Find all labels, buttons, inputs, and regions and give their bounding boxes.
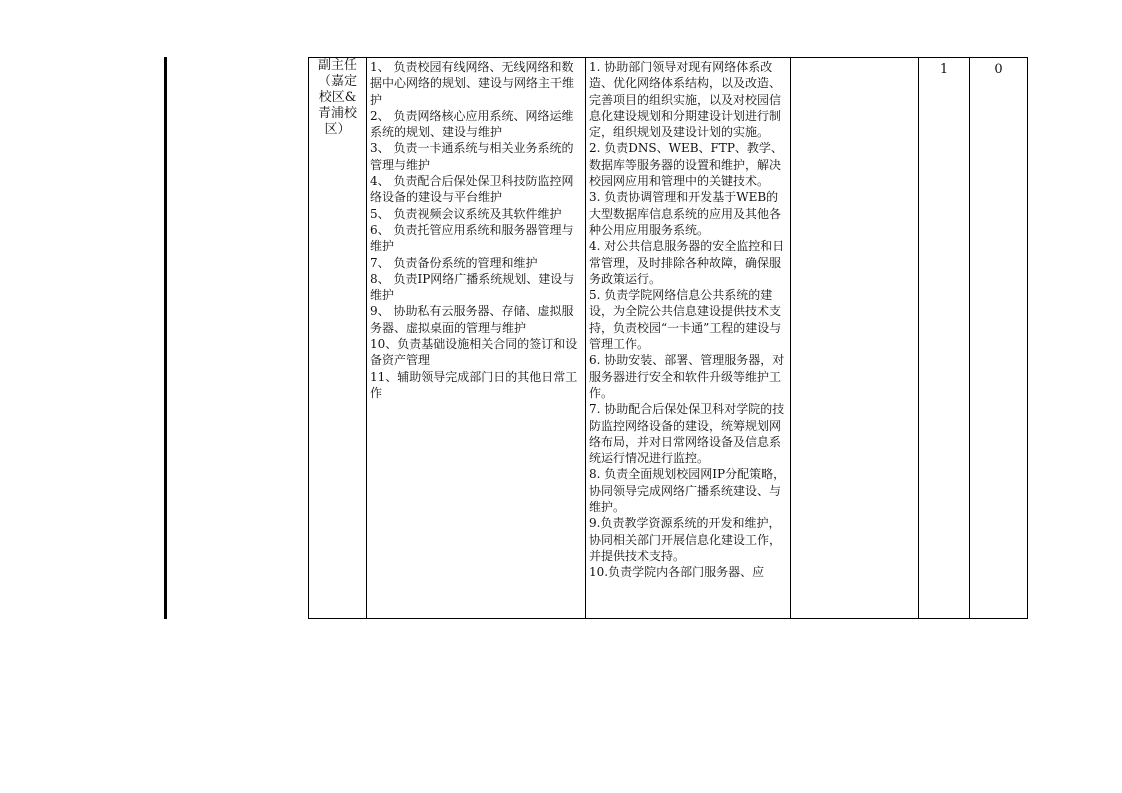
duty-item: 5、 负责视频会议系统及其软件维护 [370, 206, 562, 221]
count-a-value: 1 [939, 62, 949, 77]
requirement-item: 10.负责学院内各部门服务器、应 [589, 565, 765, 580]
duty-item: 7、 负责备份系统的管理和维护 [370, 255, 538, 270]
position-cell [309, 58, 367, 619]
duty-item: 4、 负责配合后保处保卫科技防监控网络设备的建设与平台维护 [370, 174, 574, 205]
duty-item: 2、 负责网络核心应用系统、网络运维系统的规划、建设与维护 [370, 108, 574, 140]
job-table [308, 57, 1028, 619]
duty-item: 8、 负责IP网络广播系统规划、建设与维护 [370, 271, 575, 303]
left-border-rule [164, 57, 167, 619]
count-a-cell [919, 58, 970, 619]
duty-item: 11、辅助领导完成部门日的其他日常工作 [370, 369, 578, 400]
duty-item: 9、 协助私有云服务器、存储、虚拟服务器、虚拟桌面的管理与维护 [370, 304, 574, 335]
requirement-item: 3. 负责协调管理和开发基于WEB的大型数据库信息系统的应用及其他各种公用应用服务系统。 [589, 190, 782, 237]
table-row [309, 58, 1028, 619]
requirement-item: 2. 负责DNS、WEB、FTP、教学、数据库等服务器的设置和维护，解决校园网应用和管理中的关键技术。 [589, 141, 783, 189]
requirement-item: 6. 协助安装、部署、管理服务器，对服务器进行安全和软件升级等维护工作。 [589, 353, 785, 400]
requirements-list [586, 58, 790, 581]
requirement-item: 4. 对公共信息服务器的安全监控和日常管理，及时排除各种故障，确保服务政策运行。 [589, 239, 785, 286]
requirements-cell [586, 58, 791, 619]
duties-cell [367, 58, 586, 619]
duty-item: 10、负责基础设施相关合同的签订和设备资产管理 [370, 337, 578, 368]
requirement-item: 9.负责教学资源系统的开发和维护，协同相关部门开展信息化建设工作，并提供技术支持。 [589, 516, 782, 563]
requirements-clip [586, 58, 790, 616]
requirement-item: 7. 协助配合后保处保卫科对学院的技防监控网络设备的建设，统筹规划网络布局，并对日常网络设备及信息系统运行情况进行监控。 [589, 402, 785, 466]
requirement-item: 1. 协助部门领导对现有网络体系改造、优化网络体系结构，以及改造、完善项目的组织实施，以及对校园信息化建设规划和分期建设计划进行制定，组织规划及建设计划的实施。 [589, 60, 782, 140]
duty-item: 3、 负责一卡通系统与相关业务系统的管理与维护 [370, 141, 574, 172]
requirement-item: 8. 负责全面规划校园网IP分配策略，协同领导完成网络广播系统建设、与维护。 [589, 467, 786, 515]
blank-cell [791, 58, 919, 619]
requirement-item: 5. 负责学院网络信息公共系统的建设，为全院公共信息建设提供技术支持，负责校园“一卡通”工程的建设与管理工作。 [589, 288, 782, 352]
count-b-cell [970, 58, 1028, 619]
count-b-value: 0 [994, 62, 1003, 77]
position-title: 副主任（嘉定校区&青浦校区） [317, 58, 357, 137]
duties-list [367, 58, 585, 401]
duty-item: 1、 负责校园有线网络、无线网络和数据中心网络的规划、建设与网络主干维护 [370, 60, 575, 107]
duty-item: 6、 负责托管应用系统和服务器管理与维护 [370, 222, 574, 254]
blank-value [791, 58, 918, 59]
